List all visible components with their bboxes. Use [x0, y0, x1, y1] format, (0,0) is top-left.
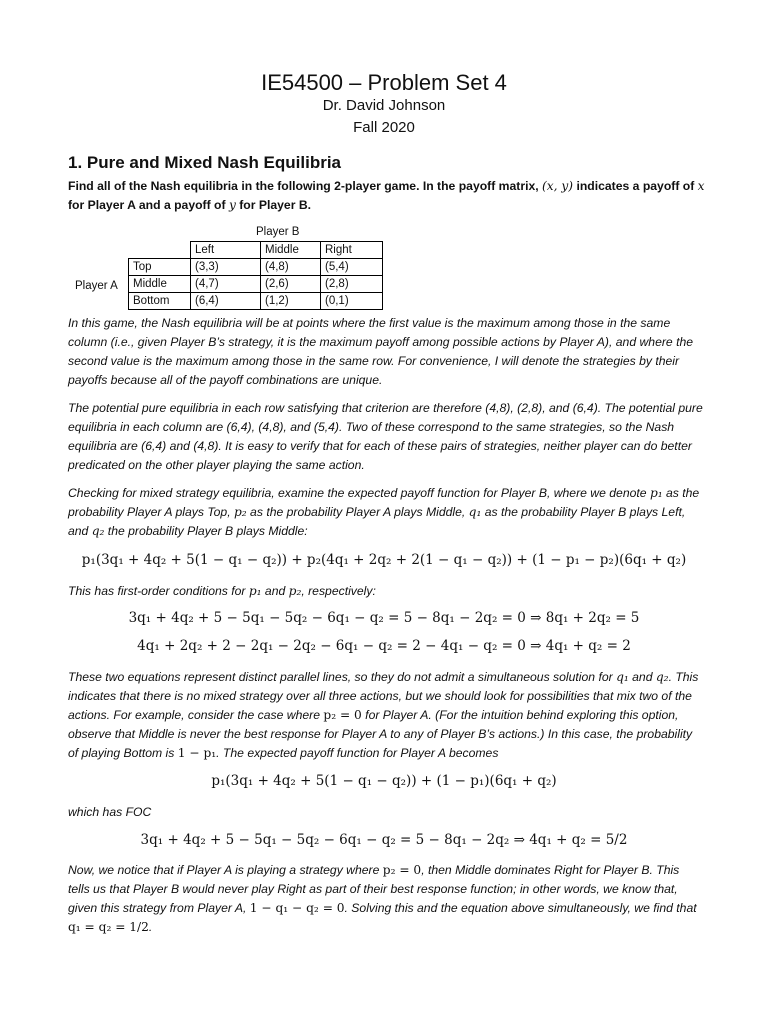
- table-header-row: [129, 242, 383, 259]
- table-row: [129, 259, 383, 276]
- paragraph-foc-intro: This has first-order conditions for p₁ and p₂, respectively:: [68, 584, 376, 598]
- payoff-cell: (4,7): [191, 276, 261, 293]
- table-row: [129, 293, 383, 310]
- section-heading: 1. Pure and Mixed Nash Equilibria: [68, 153, 342, 172]
- row-label: Top: [129, 259, 191, 276]
- equation-payoff-b: p₁(3q₁ + 4q₂ + 5(1 − q₁ − q₂)) + p₂(4q₁ + 2q₂ + 2(1 − q₁ − q₂)) + (1 − p₁ − p₂)(6q₁ + q₂): [81, 552, 687, 568]
- row-label: Middle: [129, 276, 191, 293]
- payoff-cell: (3,3): [191, 259, 261, 276]
- problem-prompt: Find all of the Nash equilibria in the following 2-player game. In the payoff matrix, (x, y) indicates a payoff of x for Player A and a payoff of y for Player B.: [68, 179, 705, 212]
- equation-foc-p1: 3q₁ + 4q₂ + 5 − 5q₁ − 5q₂ − 6q₁ − q₂ = 5 − 8q₁ − 2q₂ = 0 ⇒ 8q₁ + 2q₂ = 5: [128, 610, 640, 626]
- paragraph-mixed-setup: Checking for mixed strategy equilibria, examine the expected payoff function for Player B, where we denote p₁ as the probability Player A plays Top, p₂ as the probability Player A plays Middle, q₁ as the probability Player B plays Left, and q₂ the probability Player B plays Middle:: [68, 486, 700, 538]
- column-header: Left: [191, 242, 261, 259]
- payoff-cell: (1,2): [261, 293, 321, 310]
- table-row: [129, 276, 383, 293]
- row-label: Bottom: [129, 293, 191, 310]
- column-header: Right: [321, 242, 383, 259]
- player-a-label: Player A: [75, 280, 118, 292]
- paragraph-pure-equilibria: The potential pure equilibria in each row satisfying that criterion are therefore (4,8), (2,8), and (6,4). The potential pure equilibria in each column are (6,4), (4,8), and (5,4). Two of these correspond to the same strategies, so the Nash equilibria are (6,4) and (4,8). It is easy to verify that for each of these pairs of strategies, neither player can do better predicated on the other player playing the same action.: [68, 401, 703, 472]
- payoff-matrix: [128, 241, 383, 310]
- paragraph-nash-criteria: In this game, the Nash equilibria will be at points where the first value is the maximum among those in the same column (i.e., given Player B’s strategy, it is the maximum payoff among possible actions by Player A), and where the second value is the maximum among those in the same row. For convenience, I will denote the strategies by their payoffs because all of the payoff combinations are unique.: [68, 316, 694, 387]
- paragraph-foc-label: which has FOC: [68, 805, 152, 819]
- paragraph-solution: Now, we notice that if Player A is playing a strategy where p₂ = 0, then Middle dominates Right for Player B. This tells us that Player B would never play Right as part of their best response function; in other words, we know that, given this strategy from Player A, 1 − q₁ − q₂ = 0. Solving this and the equation above simultaneously, we find that q₁ = q₂ = 1/2.: [68, 863, 697, 934]
- document-title: IE54500 – Problem Set 4: [261, 70, 507, 95]
- payoff-cell: (4,8): [261, 259, 321, 276]
- payoff-cell: (0,1): [321, 293, 383, 310]
- term: Fall 2020: [353, 119, 415, 136]
- payoff-cell: (2,6): [261, 276, 321, 293]
- equation-foc-p2: 4q₁ + 2q₂ + 2 − 2q₁ − 2q₂ − 6q₁ − q₂ = 2 − 4q₁ − q₂ = 0 ⇒ 4q₁ + q₂ = 2: [137, 638, 631, 654]
- payoff-cell: (6,4): [191, 293, 261, 310]
- column-header: Middle: [261, 242, 321, 259]
- equation-payoff-a: p₁(3q₁ + 4q₂ + 5(1 − q₁ − q₂)) + (1 − p₁)(6q₁ + q₂): [211, 773, 557, 789]
- payoff-cell: (5,4): [321, 259, 383, 276]
- equation-foc-a: 3q₁ + 4q₂ + 5 − 5q₁ − 5q₂ − 6q₁ − q₂ = 5 − 8q₁ − 2q₂ ⇒ 4q₁ + q₂ = 5/2: [140, 832, 628, 848]
- payoff-cell: (2,8): [321, 276, 383, 293]
- paragraph-parallel-lines: These two equations represent distinct parallel lines, so they do not admit a simultaneous solution for q₁ and q₂. This indicates that there is no mixed strategy over all three actions, but we should look for possibilities that mix two of the actions. For example, consider the case where p₂ = 0 for Player A. (For the intuition behind exploring this option, observe that Middle is never the best response for Player A to any of Player B’s actions.) In this case, the probability of playing Bottom is 1 − p₁. The expected payoff function for Player A becomes: [68, 670, 699, 760]
- author: Dr. David Johnson: [322, 97, 446, 114]
- player-b-label: Player B: [256, 226, 300, 238]
